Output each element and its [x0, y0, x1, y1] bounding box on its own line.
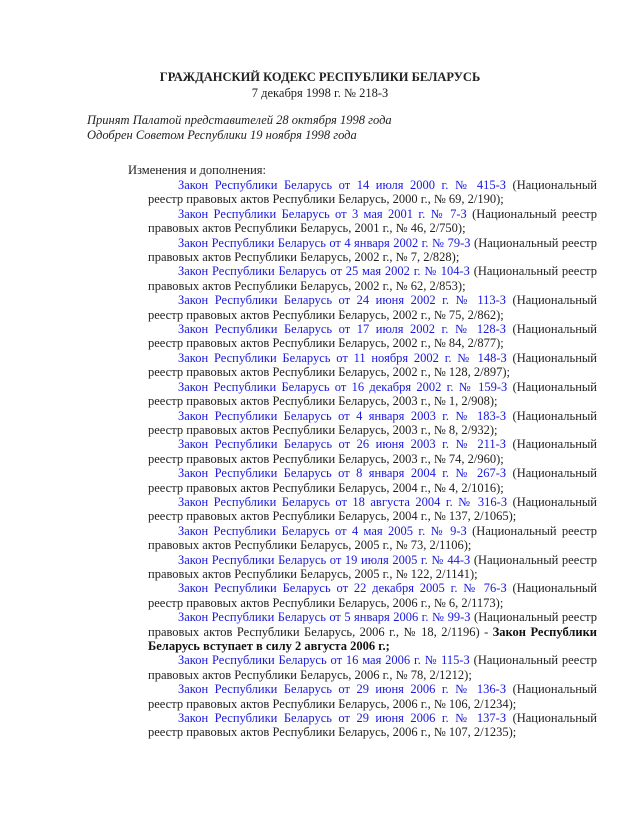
document-date-number: 7 декабря 1998 г. № 218-З: [251, 86, 389, 100]
amendment-entry: [148, 711, 597, 740]
amendment-publication: (Национальный реестр правовых актов Республики Беларусь, 2006 г., № 106, 2/1234);: [148, 682, 597, 711]
amendment-law-link[interactable]: Закон Республики Беларусь от 17 июля 2002 г. № 128-З: [178, 322, 507, 337]
amendment-entry: [148, 682, 597, 711]
amendment-publication: (Национальный реестр правовых актов Республики Беларусь, 2006 г., № 78, 2/1212);: [148, 653, 597, 682]
document-title: ГРАЖДАНСКИЙ КОДЕКС РЕСПУБЛИКИ БЕЛАРУСЬ: [159, 70, 481, 84]
amendment-publication: (Национальный реестр правовых актов Республики Беларусь, 2003 г., № 8, 2/932);: [148, 408, 597, 437]
amendment-law-link[interactable]: Закон Республики Беларусь от 3 мая 2001 г. № 7-З: [178, 206, 467, 221]
amendment-entry: [148, 524, 597, 553]
amendment-entry: [148, 409, 597, 438]
amendment-entry: [148, 610, 597, 653]
amendment-publication: (Национальный реестр правовых актов Республики Беларусь, 2001 г., № 46, 2/750);: [148, 206, 597, 236]
amendment-law-link[interactable]: Закон Республики Беларусь от 4 января 2003 г. № 183-З: [178, 408, 507, 423]
amendment-entry: [148, 236, 597, 265]
amendment-publication: (Национальный реестр правовых актов Республики Беларусь, 2003 г., № 74, 2/960);: [148, 437, 597, 466]
amendment-law-link[interactable]: Закон Республики Беларусь от 16 декабря 2002 г. № 159-З: [178, 379, 508, 394]
approved-note: Одобрен Советом Республики 19 ноября 1998 года: [87, 128, 357, 142]
amendment-law-link[interactable]: Закон Республики Беларусь от 18 августа 2004 г. № 316-З: [178, 494, 508, 509]
amendment-entry: [148, 495, 597, 524]
amendment-publication: (Национальный реестр правовых актов Республики Беларусь, 2002 г., № 84, 2/877);: [148, 322, 597, 351]
amendment-publication: (Национальный реестр правовых актов Республики Беларусь, 2002 г., № 62, 2/853);: [148, 264, 597, 293]
amendment-publication: (Национальный реестр правовых актов Республики Беларусь, 2005 г., № 122, 2/1141);: [148, 552, 597, 581]
amendment-publication: (Национальный реестр правовых актов Республики Беларусь, 2002 г., № 75, 2/862);: [148, 293, 597, 322]
amendment-publication: (Национальный реестр правовых актов Республики Беларусь, 2005 г., № 73, 2/1106);: [148, 523, 597, 553]
amendment-entry: [148, 553, 597, 582]
amendment-publication: (Национальный реестр правовых актов Республики Беларусь, 2006 г., № 6, 2/1173);: [148, 581, 597, 610]
amendment-law-link[interactable]: Закон Республики Беларусь от 25 мая 2002 г. № 104-З: [178, 264, 470, 279]
amendment-entry: [148, 264, 597, 293]
amendments-list: [148, 178, 597, 740]
amendment-publication: (Национальный реестр правовых актов Республики Беларусь, 2000 г., № 69, 2/190);: [148, 178, 597, 207]
adopted-note: Принят Палатой представителей 28 октября 1998 года: [87, 113, 392, 127]
amendment-law-link[interactable]: Закон Республики Беларусь от 16 мая 2006 г. № 115-З: [178, 653, 470, 668]
amendment-entry: [148, 653, 597, 682]
amendment-entry: [148, 351, 597, 380]
amendment-entry: [148, 293, 597, 322]
amendment-entry: [148, 322, 597, 351]
amendment-law-link[interactable]: Закон Республики Беларусь от 29 июня 2006 г. № 136-З: [178, 682, 507, 697]
amendment-law-link[interactable]: Закон Республики Беларусь от 22 декабря 2005 г. № 76-З: [178, 581, 507, 596]
amendment-law-link[interactable]: Закон Республики Беларусь от 4 мая 2005 г. № 9-З: [178, 523, 467, 538]
amendment-publication: (Национальный реестр правовых актов Республики Беларусь, 2006 г., № 18, 2/1196) -: [148, 610, 597, 639]
amendment-entry: [148, 581, 597, 610]
amendment-law-link[interactable]: Закон Республики Беларусь от 11 ноября 2002 г. № 148-З: [178, 350, 507, 365]
amendment-law-link[interactable]: Закон Республики Беларусь от 5 января 2006 г. № 99-З: [178, 610, 471, 625]
amendment-law-link[interactable]: Закон Республики Беларусь от 24 июня 2002 г. № 113-З: [178, 293, 507, 308]
amendment-entry: [148, 178, 597, 207]
amendment-entry: [148, 380, 597, 409]
changes-heading: Изменения и дополнения:: [128, 163, 267, 177]
amendment-law-link[interactable]: Закон Республики Беларусь от 19 июля 2005 г. № 44-З: [178, 552, 471, 567]
amendment-law-link[interactable]: Закон Республики Беларусь от 26 июня 2003 г. № 211-З: [178, 437, 507, 452]
amendment-publication: (Национальный реестр правовых актов Республики Беларусь, 2004 г., № 137, 2/1065);: [148, 494, 597, 524]
amendment-entry: [148, 466, 597, 495]
amendment-law-link[interactable]: Закон Республики Беларусь от 14 июля 2000 г. № 415-З: [178, 178, 507, 192]
amendment-publication: (Национальный реестр правовых актов Республики Беларусь, 2002 г., № 7, 2/828);: [148, 235, 597, 265]
amendment-entry: [148, 207, 597, 236]
amendment-law-link[interactable]: Закон Республики Беларусь от 4 января 2002 г. № 79-З: [178, 235, 471, 250]
amendment-law-link[interactable]: Закон Республики Беларусь от 29 июня 2006 г. № 137-З: [178, 711, 507, 726]
amendment-effective-note: Закон Республики Беларусь вступает в силу 2 августа 2006 г.;: [148, 624, 598, 653]
amendment-publication: (Национальный реестр правовых актов Республики Беларусь, 2002 г., № 128, 2/897);: [148, 350, 597, 380]
amendment-law-link[interactable]: Закон Республики Беларусь от 8 января 2004 г. № 267-З: [178, 466, 507, 481]
amendment-publication: (Национальный реестр правовых актов Республики Беларусь, 2004 г., № 4, 2/1016);: [148, 466, 597, 495]
amendment-entry: [148, 437, 597, 466]
amendment-publication: (Национальный реестр правовых актов Республики Беларусь, 2003 г., № 1, 2/908);: [148, 379, 597, 409]
amendment-publication: (Национальный реестр правовых актов Республики Беларусь, 2006 г., № 107, 2/1235);: [148, 711, 597, 740]
